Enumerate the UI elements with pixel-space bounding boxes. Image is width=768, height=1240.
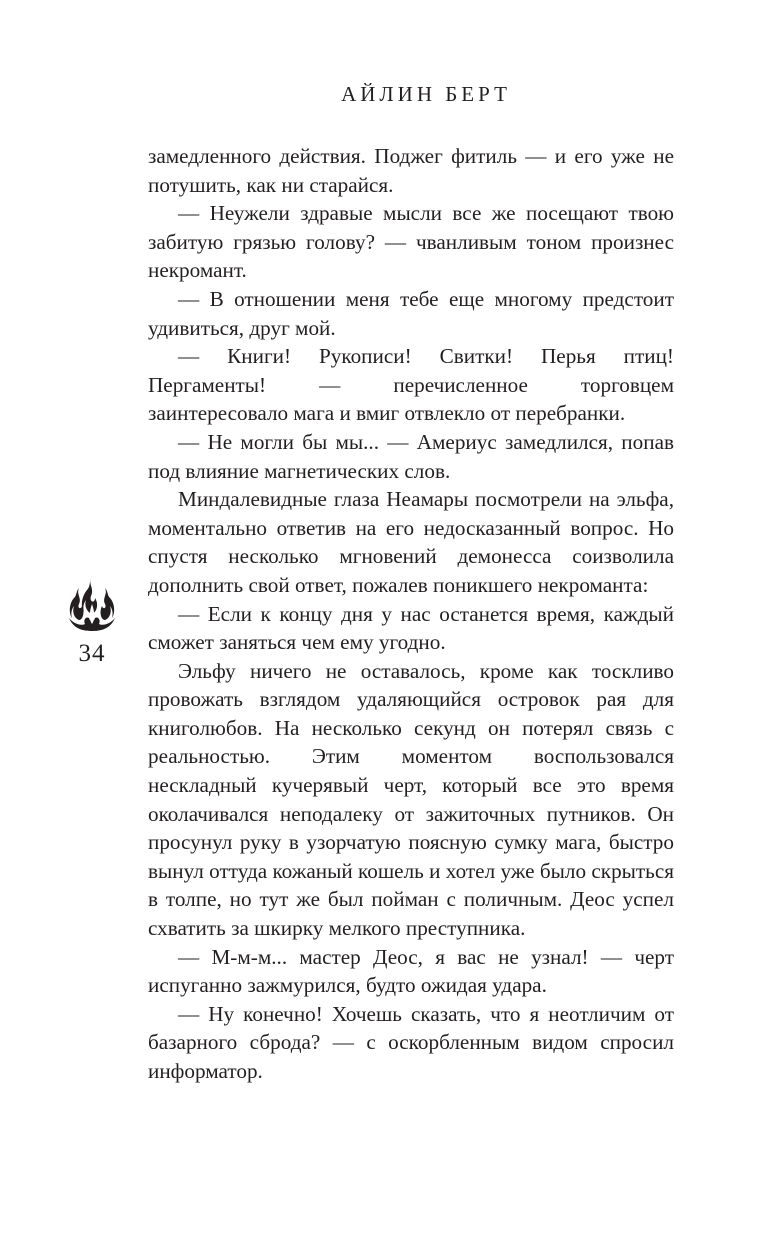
paragraph: Эльфу ничего не оставалось, кроме как тоскливо провожать взглядом удаляющийся островок рая для книголюбов. На несколько секунд он потерял связь с реальностью. Этим моментом воспользовался нескладный кучерявый черт, который все это время околачивался неподалеку от зажиточных путников. Он просунул руку в узорчатую поясную сумку мага, быстро вынул оттуда кожаный кошель и хотел уже было скрыться в толпе, но тут же был пойман с поличным. Деос успел схватить за шкирку мелкого преступника.: [148, 658, 674, 941]
paragraph: — Ну конечно! Хочешь сказать, что я неотличим от базарного сброда? — с оскорбленным видом спросил информатор.: [148, 1001, 674, 1083]
running-head-author: АЙЛИН БЕРТ: [341, 82, 511, 106]
flame-icon: [65, 574, 119, 632]
paragraph: — Если к концу дня у нас останется время, каждый сможет заняться чем ему угодно.: [148, 601, 674, 655]
paragraph: — М-м-м... мастер Деос, я вас не узнал! — черт испуганно зажмурился, будто ожидая удара.: [148, 944, 674, 998]
paragraph: — Не могли бы мы... — Америус замедлился, попав под влияние магнетических слов.: [148, 429, 674, 483]
body-text: [148, 142, 674, 1086]
page-margin-marker: [62, 574, 122, 668]
paragraph: замедленного действия. Поджег фитиль — и его уже не потушить, как ни старайся.: [148, 144, 674, 197]
paragraph: — В отношении меня тебе еще многому предстоит удивиться, друг мой.: [148, 286, 674, 340]
paragraph: — Книги! Рукописи! Свитки! Перья птиц! Пергаменты! — перечисленное торговцем заинтересовало мага и вмиг отвлекло от перебранки.: [148, 344, 674, 426]
paragraph: — Неужели здравые мысли все же посещают твою забитую грязью голову? — чванливым тоном произнес некромант.: [148, 201, 674, 283]
paragraph: Миндалевидные глаза Неамары посмотрели на эльфа, моментально ответив на его недосказанный вопрос. Но спустя несколько мгновений демонесса соизволила дополнить свой ответ, пожалев поникшего некроманта:: [148, 487, 674, 597]
page-number: 34: [78, 640, 106, 667]
